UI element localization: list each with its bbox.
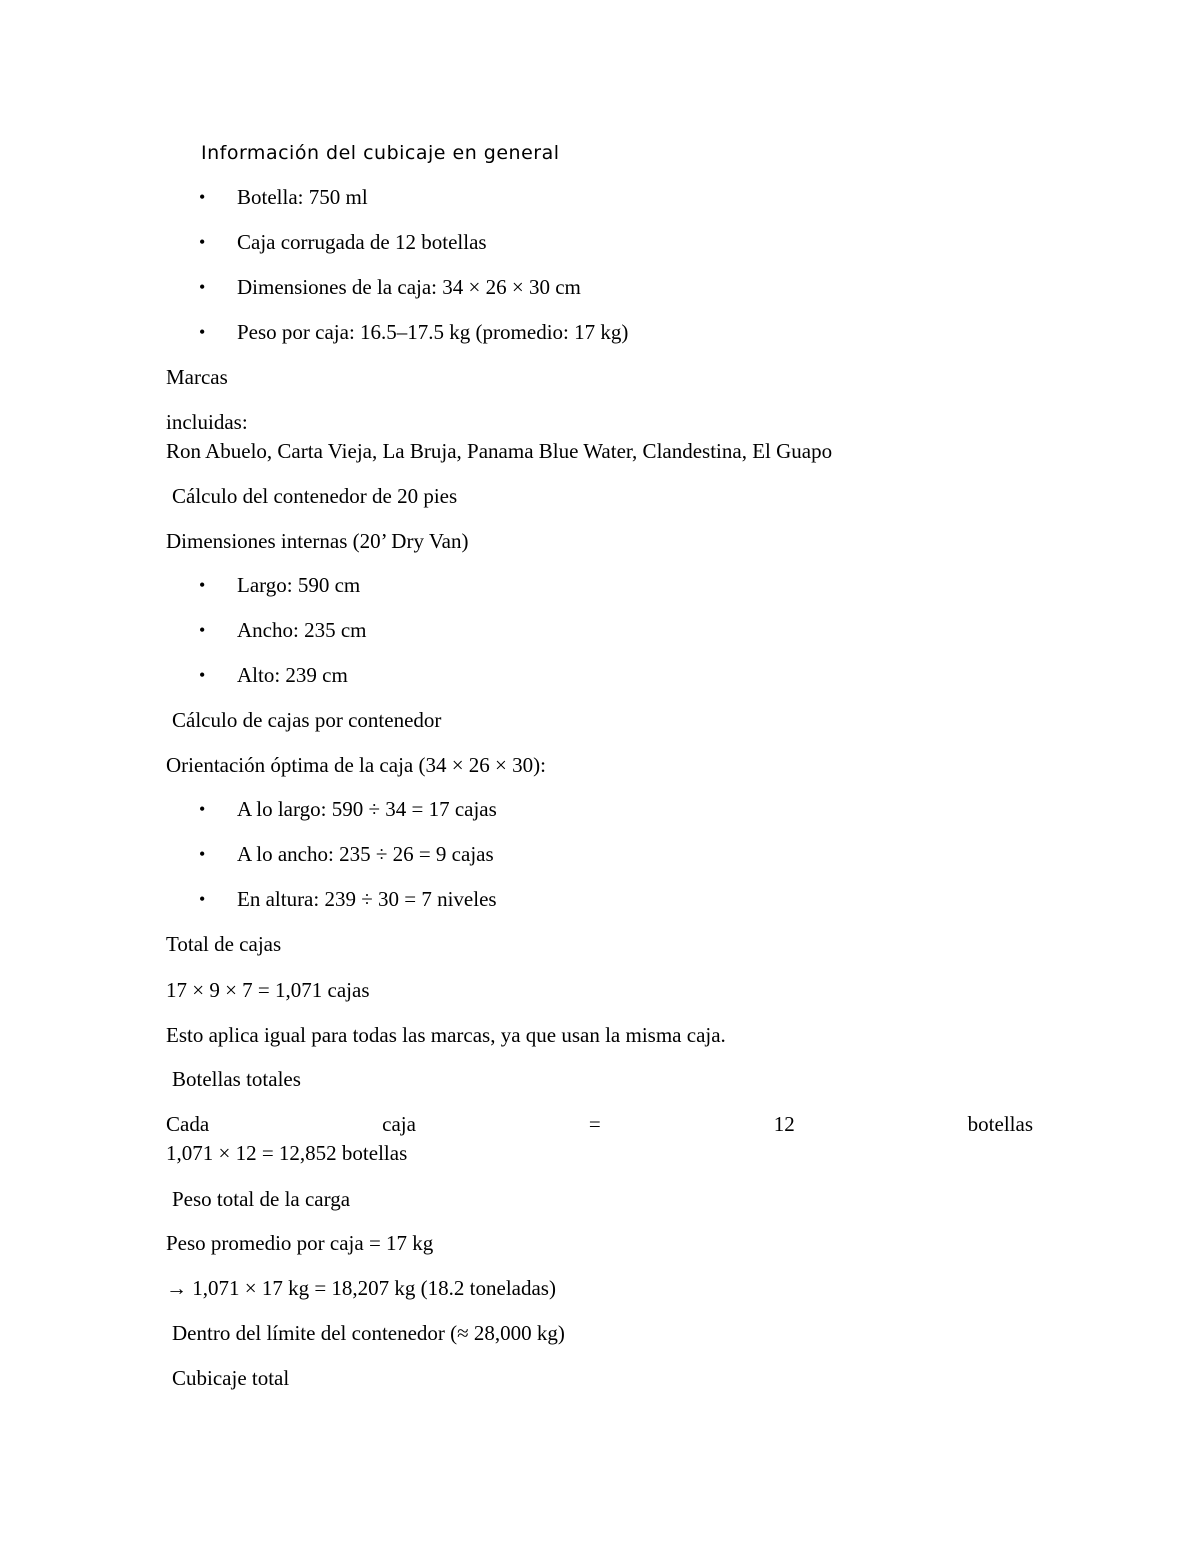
weight-formula: → 1,071 × 17 kg = 18,207 kg (18.2 toneladas) (166, 1276, 556, 1300)
section-heading-boxes: Cálculo de cajas por contenedor (172, 708, 442, 732)
list-item: Largo: 590 cm (237, 573, 361, 597)
bullet-dot: • (199, 232, 206, 252)
justified-word: botellas (967, 1112, 1033, 1136)
list-item: En altura: 239 ÷ 30 = 7 niveles (237, 887, 497, 911)
boxes-subtitle: Orientación óptima de la caja (34 × 26 × 30): (166, 753, 546, 777)
total-boxes-label: Total de cajas (166, 932, 282, 956)
bottles-per-box-line (166, 1112, 1033, 1137)
bullet-dot: • (199, 844, 206, 864)
justified-word: 12 (773, 1112, 795, 1136)
boxes-note: Esto aplica igual para todas las marcas, ya que usan la misma caja. (166, 1023, 726, 1047)
brands-label-line2: incluidas: (166, 410, 248, 434)
bullet-dot: • (199, 665, 206, 685)
list-item: A lo ancho: 235 ÷ 26 = 9 cajas (237, 842, 494, 866)
justified-word: = (588, 1112, 601, 1136)
list-item: Botella: 750 ml (237, 185, 368, 209)
justified-word: caja (382, 1112, 416, 1136)
bullet-dot: • (199, 620, 206, 640)
section-heading-cubic: Cubicaje total (172, 1366, 290, 1390)
section-heading-container: Cálculo del contenedor de 20 pies (172, 484, 458, 508)
bottles-formula: 1,071 × 12 = 12,852 botellas (166, 1141, 408, 1165)
bullet-dot: • (199, 575, 206, 595)
list-item: Peso por caja: 16.5–17.5 kg (promedio: 17 kg) (237, 320, 629, 344)
weight-limit: Dentro del límite del contenedor (≈ 28,000 kg) (172, 1321, 565, 1345)
section-heading-info: Información del cubicaje en general (201, 142, 560, 164)
justified-word: Cada (166, 1112, 210, 1136)
bullet-dot: • (199, 187, 206, 207)
list-item: Alto: 239 cm (237, 663, 348, 687)
brands-label-line1: Marcas (166, 365, 228, 389)
bullet-dot: • (199, 322, 206, 342)
section-heading-bottles: Botellas totales (172, 1067, 301, 1091)
brands-list: Ron Abuelo, Carta Vieja, La Bruja, Panama Blue Water, Clandestina, El Guapo (166, 439, 833, 463)
list-item: A lo largo: 590 ÷ 34 = 17 cajas (237, 797, 497, 821)
bullet-dot: • (199, 889, 206, 909)
total-boxes-formula: 17 × 9 × 7 = 1,071 cajas (166, 978, 370, 1002)
weight-average: Peso promedio por caja = 17 kg (166, 1231, 434, 1255)
list-item: Caja corrugada de 12 botellas (237, 230, 487, 254)
bullet-dot: • (199, 277, 206, 297)
bullet-dot: • (199, 799, 206, 819)
list-item: Dimensiones de la caja: 34 × 26 × 30 cm (237, 275, 581, 299)
container-subtitle: Dimensiones internas (20’ Dry Van) (166, 529, 469, 553)
section-heading-weight: Peso total de la carga (172, 1187, 351, 1211)
list-item: Ancho: 235 cm (237, 618, 367, 642)
